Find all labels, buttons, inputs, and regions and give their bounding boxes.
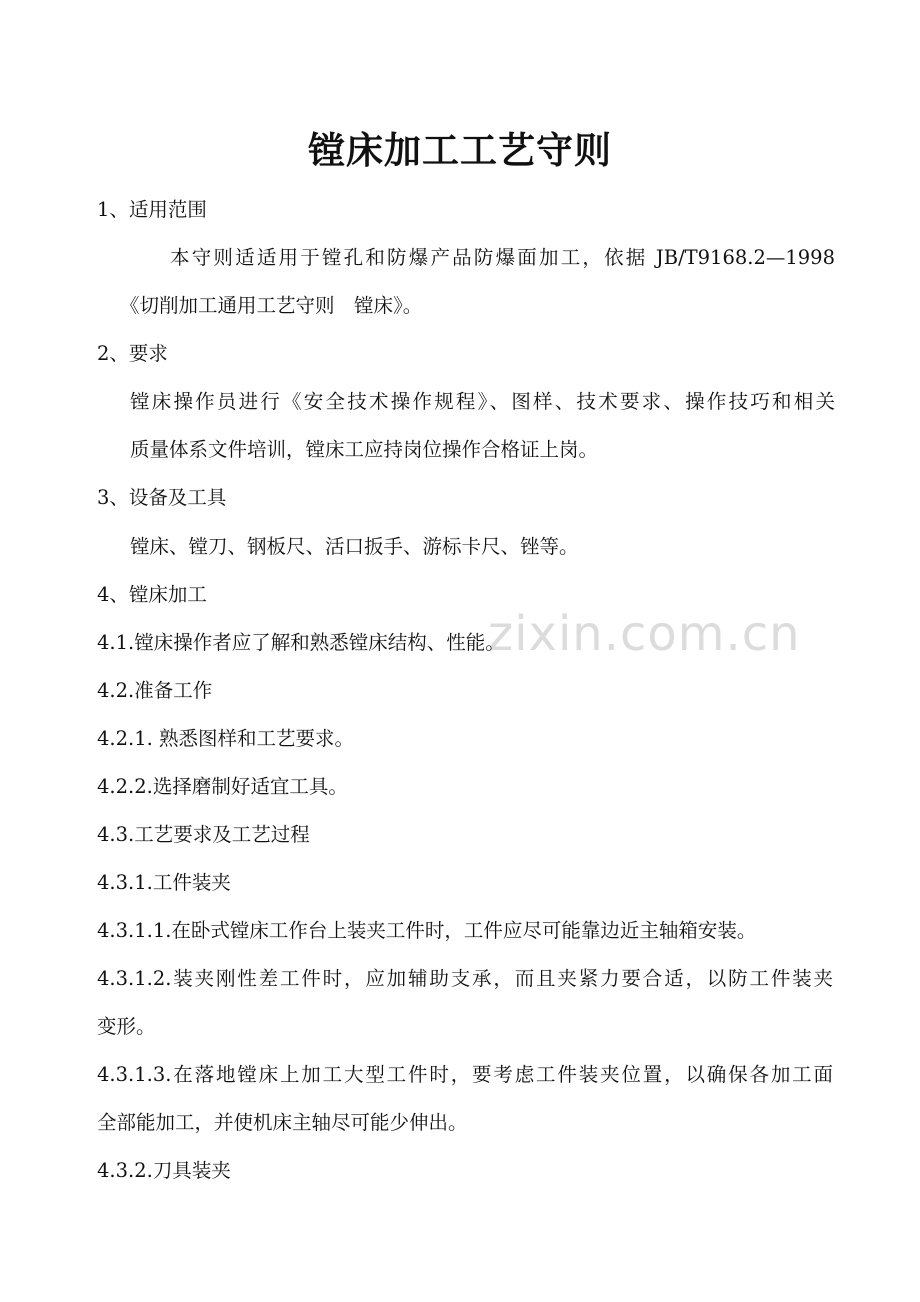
section-3-paragraph: 镗床、镗刀、钢板尺、活口扳手、游标卡尺、锉等。 <box>130 535 579 558</box>
clause-4-3-1-1: 4.3.1.1.在卧式镗床工作台上装夹工件时，工件应尽可能靠边近主轴箱安装。 <box>97 919 757 942</box>
clause-4-3: 4.3.工艺要求及工艺过程 <box>97 823 310 846</box>
clause-4-2-2: 4.2.2.选择磨制好适宜工具。 <box>97 775 348 798</box>
clause-4-3-1-2-line-1: 4.3.1.2.装夹刚性差工件时，应加辅助支承，而且夹紧力要合适，以防工件装夹 <box>97 967 833 990</box>
clause-4-3-1: 4.3.1.工件装夹 <box>97 871 231 894</box>
section-2-heading: 2、要求 <box>97 342 168 365</box>
clause-4-2-1: 4.2.1. 熟悉图样和工艺要求。 <box>97 727 355 750</box>
clause-4-3-1-3-line-2: 全部能加工，并使机床主轴尽可能少伸出。 <box>97 1111 468 1134</box>
section-2-paragraph-line-2: 质量体系文件培训，镗床工应持岗位操作合格证上岗。 <box>130 438 599 461</box>
section-3-heading: 3、设备及工具 <box>97 486 227 509</box>
section-2-paragraph-line-1: 镗床操作员进行《安全技术操作规程》、图样、技术要求、操作技巧和相关 <box>130 390 835 413</box>
section-1-paragraph-line-2: 《切削加工通用工艺守则 镗床》。 <box>120 294 423 317</box>
document-title: 镗床加工工艺守则 <box>308 129 612 172</box>
clause-4-3-1-3-line-1: 4.3.1.3.在落地镗床上加工大型工件时，要考虑工件装夹位置，以确保各加工面 <box>97 1063 833 1086</box>
section-1-paragraph-line-1: 本守则适适用于镗孔和防爆产品防爆面加工，依据 JB/T9168.2—1998 <box>170 246 835 269</box>
clause-4-3-1-2-line-2: 变形。 <box>97 1015 156 1038</box>
section-4-heading: 4、镗床加工 <box>97 583 207 606</box>
clause-4-2: 4.2.准备工作 <box>97 679 213 702</box>
section-1-heading: 1、适用范围 <box>97 198 207 221</box>
clause-4-3-2: 4.3.2.刀具装夹 <box>97 1159 231 1182</box>
watermark: zixin.com.cn <box>488 606 801 662</box>
clause-4-1: 4.1.镗床操作者应了解和熟悉镗床结构、性能。 <box>97 631 505 654</box>
